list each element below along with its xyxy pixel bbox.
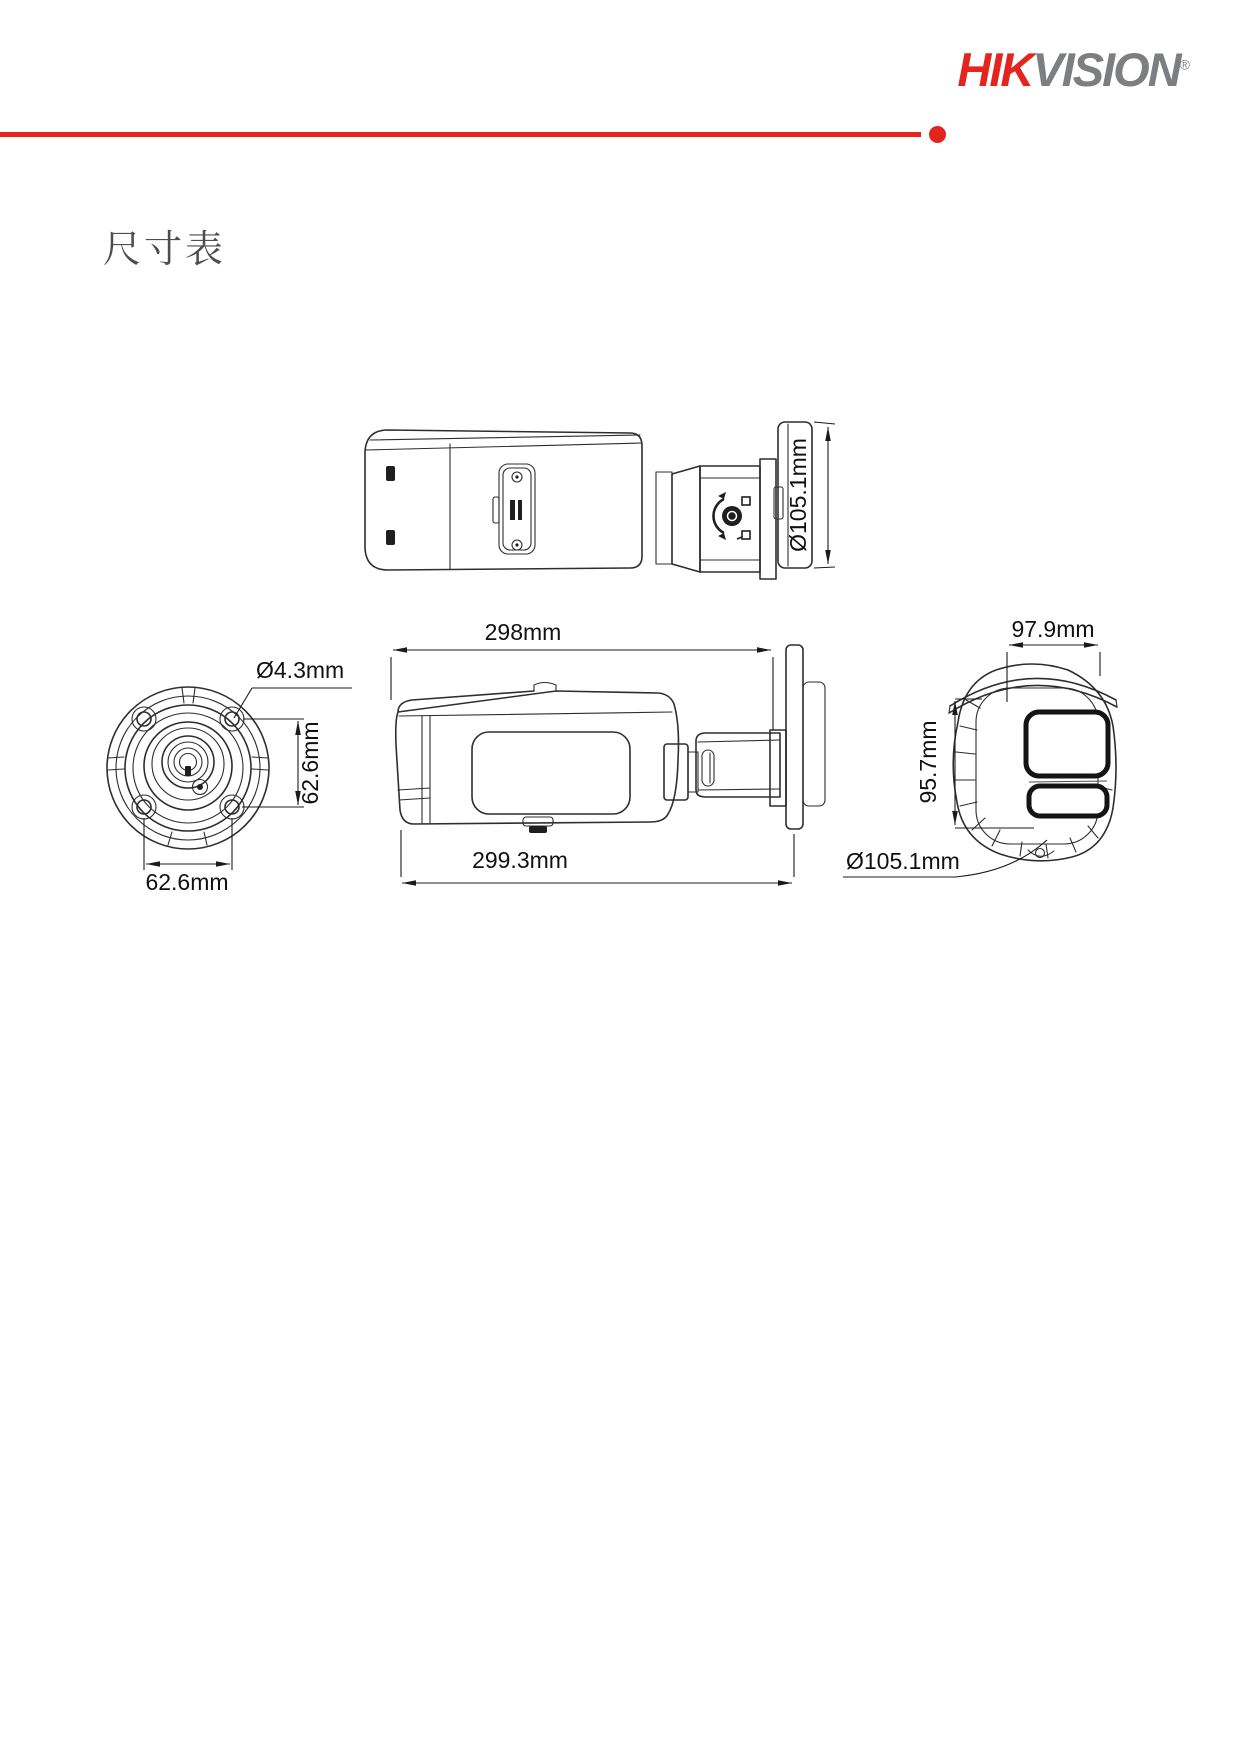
side-view-bottom-length-label: 299.3mm [472,847,568,873]
front-view-hole-dimension [234,657,352,718]
rear-view-face [949,664,1117,861]
rear-view-base-diameter-label: Ø105.1mm [846,848,960,874]
front-view-horizontal-label: 62.6mm [145,869,229,895]
top-view-body [365,430,642,570]
rear-view-height-dimension [915,699,1034,828]
top-view-bracket-arm [656,459,776,579]
side-view-body [396,683,679,834]
logo-registered-mark: ® [1179,56,1190,73]
rear-view-height-label: 95.7mm [915,720,941,804]
rear-view-drawing [843,616,1117,877]
side-view-drawing [391,619,825,883]
side-view-bracket-arm [664,730,786,806]
side-view-top-length-label: 298mm [484,619,562,645]
top-view-drawing [365,422,835,579]
side-view-bottom-dimension [401,830,794,883]
logo-vision-text: VISION [1032,43,1180,96]
front-view-vertical-label: 62.6mm [297,721,323,805]
rear-view-width-label: 97.9mm [1011,616,1095,642]
rear-view-width-dimension [1007,616,1100,702]
side-view-mount-base [786,645,825,829]
front-view-hole-diameter-label: Ø4.3mm [256,657,345,683]
top-view-dimension [785,422,835,568]
logo-hik-text: HIK [957,43,1033,96]
page-title: 尺寸表 [103,229,227,271]
front-view-drawing [107,657,352,895]
top-view-base-diameter-label: Ø105.1mm [785,438,811,552]
